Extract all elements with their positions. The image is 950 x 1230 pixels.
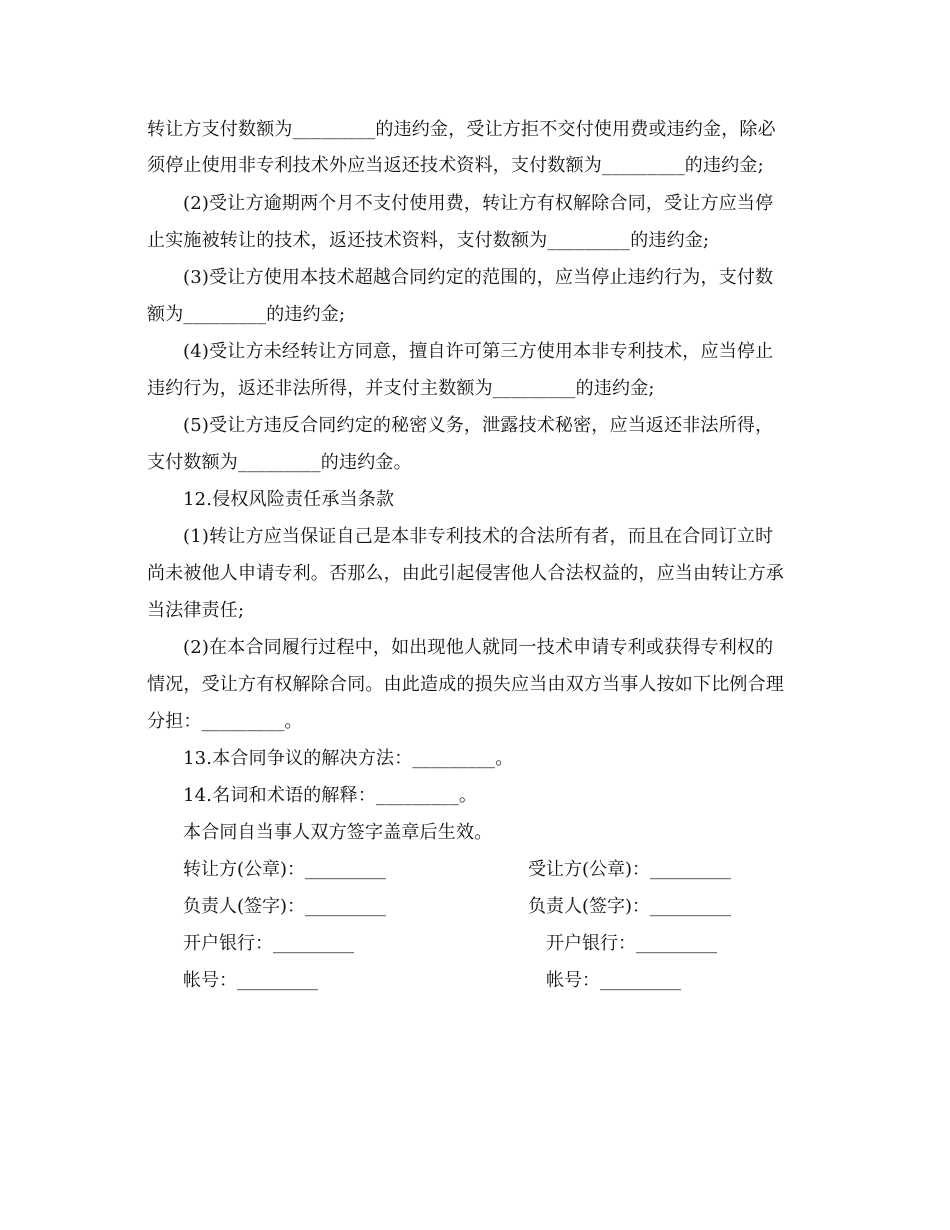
text-line: 额为_________的违约金;	[147, 304, 346, 325]
transferor-account-field: 帐号：_________	[183, 970, 318, 991]
transferee-account-field: 帐号：_________	[546, 970, 681, 991]
transferor-signer-field: 负责人(签字)：_________	[183, 896, 387, 917]
text-line: (5)受让方违反合同约定的秘密义务，泄露技术秘密，应当返还非法所得，	[183, 415, 774, 436]
text-line: (4)受让方未经转让方同意，擅自许可第三方使用本非专利技术，应当停止	[183, 341, 774, 362]
text-line: 止实施被转让的技术，返还技术资料，支付数额为_________的违约金;	[147, 230, 710, 251]
text-line: 情况，受让方有权解除合同。由此造成的损失应当由双方当事人按如下比例合理	[147, 674, 784, 695]
text-line: (1)转让方应当保证自己是本非专利技术的合法所有者，而且在合同订立时	[183, 526, 774, 547]
text-line: (2)在本合同履行过程中，如出现他人就同一技术申请专利或获得专利权的	[183, 637, 774, 658]
section-heading: 14.名词和术语的解释：_________。	[183, 785, 478, 806]
text-line: 尚未被他人申请专利。否那么，由此引起侵害他人合法权益的，应当由转让方承	[147, 563, 784, 584]
section-heading: 12.侵权风险责任承当条款	[183, 489, 395, 510]
section-heading: 13.本合同争议的解决方法：_________。	[183, 748, 514, 769]
transferor-seal-field: 转让方(公章)：_________	[183, 859, 387, 880]
transferee-seal-field: 受让方(公章)：_________	[528, 859, 732, 880]
text-line: 支付数额为_________的违约金。	[147, 452, 412, 473]
text-line: 违约行为，返还非法所得，并支付主数额为_________的违约金;	[147, 378, 655, 399]
transferor-bank-field: 开户银行：_________	[183, 933, 354, 954]
transferee-bank-field: 开户银行：_________	[546, 933, 717, 954]
transferee-signer-field: 负责人(签字)：_________	[528, 896, 732, 917]
text-line: (2)受让方逾期两个月不支付使用费，转让方有权解除合同，受让方应当停	[183, 193, 774, 214]
text-line: (3)受让方使用本技术超越合同约定的范围的，应当停止违约行为，支付数	[183, 267, 774, 288]
text-line: 转让方支付数额为_________的违约金，受让方拒不交付使用费或违约金，除必	[147, 119, 776, 140]
text-line: 须停止使用非专利技术外应当返还技术资料，支付数额为_________的违约金;	[147, 155, 764, 176]
text-line: 本合同自当事人双方签字盖章后生效。	[183, 822, 493, 843]
text-line: 分担：_________。	[147, 711, 303, 732]
text-line: 当法律责任;	[147, 600, 245, 621]
